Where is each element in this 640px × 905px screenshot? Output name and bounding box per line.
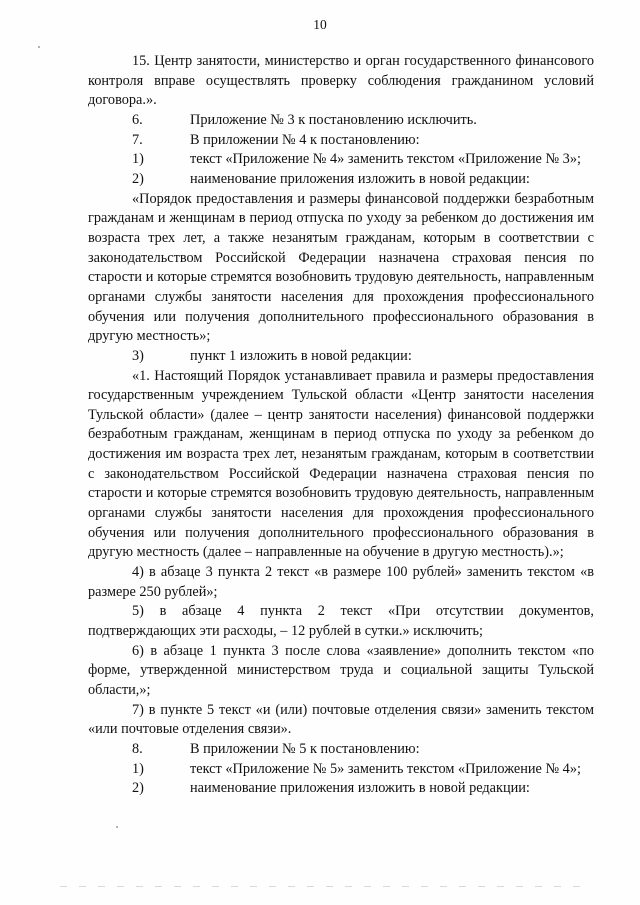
list-marker: 1): [132, 151, 144, 168]
list-item-7-1: [88, 150, 594, 170]
list-text: текст «Приложение № 5» заменить текстом «Приложение № 4»;: [190, 760, 581, 777]
paragraph-item-15: 15. Центр занятости, министерство и орган государственного финансового контроля вправе осуществлять проверку соблюдения гражданином условий договора.».: [88, 53, 594, 109]
scan-artifact-line: [60, 886, 590, 887]
list-item-6: [88, 111, 594, 131]
list-marker: 5): [132, 603, 144, 620]
scan-speck: [116, 826, 118, 828]
list-text: наименование приложения изложить в новой редакции:: [190, 780, 530, 797]
scan-speck: [38, 46, 40, 48]
document-body: [88, 52, 594, 799]
list-item-7-3: [88, 347, 594, 367]
list-item-7-6: [88, 642, 594, 701]
list-marker: 1): [132, 760, 144, 777]
list-text: В приложении № 4 к постановлению:: [190, 131, 420, 148]
list-marker: 3): [132, 347, 144, 364]
list-marker: 6): [132, 642, 144, 659]
list-marker: 2): [132, 780, 144, 797]
list-text: в абзаце 3 пункта 2 текст «в размере 100 рублей» заменить текстом «в размере 250 рублей»;: [88, 564, 594, 600]
list-item-7-5: [88, 602, 594, 641]
quoted-title-paragraph: «Порядок предоставления и размеры финансовой поддержки безработным гражданам и женщинам в период отпуска по уходу за ребенком до достижения им возраста трех лет, а также незанятым гражданам, которым в соответствии с законодательством Российской Федерации назначена страховая пенсия по старости и которые стремятся возобновить трудовую деятельность, направленным органами службы занятости населения для прохождения профессионального обучения или получения дополнительного профессионального образования в другую местность»;: [88, 190, 594, 345]
list-text: наименование приложения изложить в новой редакции:: [190, 170, 530, 187]
list-marker: 8.: [132, 740, 143, 757]
list-text: Приложение № 3 к постановлению исключить.: [190, 111, 477, 128]
list-item-8: [88, 740, 594, 760]
list-marker: 6.: [132, 111, 143, 128]
list-marker: 4): [132, 564, 144, 581]
list-text: В приложении № 5 к постановлению:: [190, 740, 420, 757]
list-item-8-2: [88, 779, 594, 799]
list-item-7-2: [88, 170, 594, 190]
list-text: в пункте 5 текст «и (или) почтовые отделения связи» заменить текстом «или почтовые отделения связи».: [88, 701, 594, 738]
list-text: текст «Приложение № 4» заменить текстом «Приложение № 3»;: [190, 151, 581, 168]
page-number: 10: [313, 17, 327, 32]
list-text: в абзаце 1 пункта 3 после слова «заявление» дополнить текстом «по форме, утвержденной министерством труда и социальной защиты Тульской области,»;: [88, 642, 595, 698]
list-text: в абзаце 4 пункта 2 текст «При отсутствии документов, подтверждающих эти расходы, – 12 рублей в сутки.» исключить;: [88, 603, 594, 640]
list-item-7-4: [88, 563, 594, 602]
list-marker: 2): [132, 170, 144, 187]
list-text: пункт 1 изложить в новой редакции:: [190, 347, 412, 364]
list-item-8-1: [88, 760, 594, 780]
list-item-7: [88, 131, 594, 151]
list-marker: 7.: [132, 131, 143, 148]
list-item-7-7: [88, 701, 594, 740]
list-marker: 7): [132, 701, 144, 718]
quoted-clause-paragraph: «1. Настоящий Порядок устанавливает правила и размеры предоставления государственным учреждением Тульской области «Центр занятости населения Тульской области» (далее – центр занятости населения) финансовой поддержки безработным гражданам, женщинам в период отпуска по уходу за ребенком до достижения им возраста трех лет, незанятым гражданам, которым в соответствии с законодательством Российской Федерации назначена страховая пенсия по старости и которые стремятся возобновить трудовую деятельность, направленным органами службы занятости населения для прохождения профессионального обучения или получения дополнительного профессионального образования в другую местность (далее – направленные на обучение в другую местность).»;: [88, 367, 594, 561]
